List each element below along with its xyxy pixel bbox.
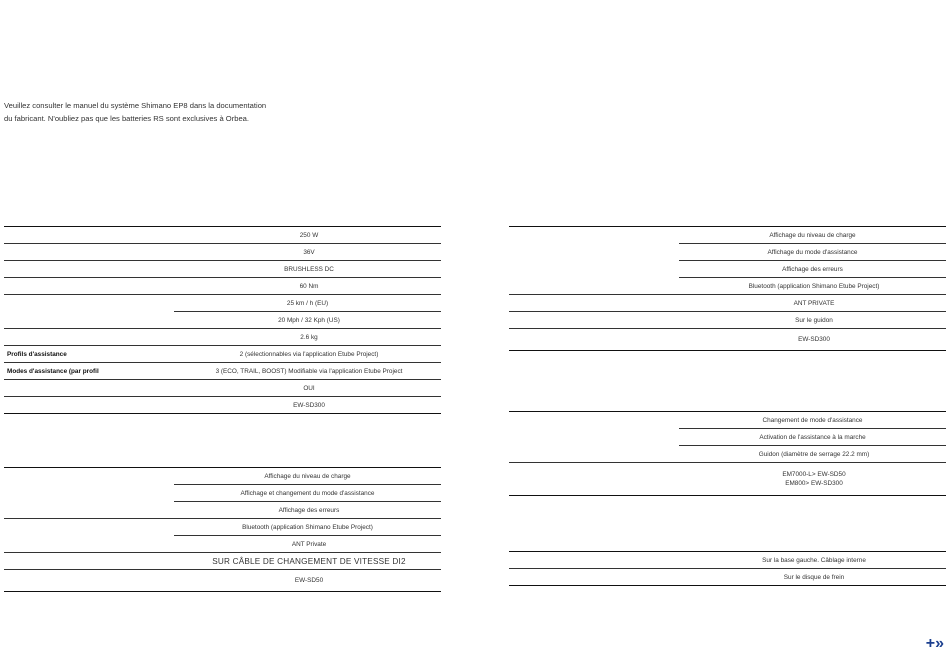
intro-line-1: Veuillez consulter le manuel du système Shimano EP8 dans la documentation xyxy=(4,101,267,110)
table-cell: 36V xyxy=(303,248,315,256)
table-row xyxy=(4,397,441,414)
table-row xyxy=(4,278,441,295)
table-cell: EW-SD300 xyxy=(798,336,830,343)
table-row xyxy=(679,227,946,244)
table-cell: 250 W xyxy=(299,231,319,239)
table-row xyxy=(4,553,441,570)
table-row xyxy=(4,227,441,244)
table-cell: 25 km / h (EU) xyxy=(286,299,329,307)
table-cell: Sur le disque de frein xyxy=(783,573,845,581)
table-cell: Activation de l'assistance à la marche xyxy=(759,433,866,441)
switch-specs-table xyxy=(509,411,946,496)
table-cell: ANT PRIVATE xyxy=(793,299,835,307)
table-cell: Changement de mode d'assistance xyxy=(762,416,863,424)
table-row xyxy=(509,278,946,295)
table-cell: Affichage du mode d'assistance xyxy=(767,248,858,256)
table-cell: BRUSHLESS DC xyxy=(284,265,334,273)
table-row xyxy=(4,502,441,519)
table-row xyxy=(679,412,946,429)
table-row xyxy=(4,363,441,380)
table-row xyxy=(174,519,441,536)
table-cell: SUR CÂBLE DE CHANGEMENT DE VITESSE DI2 xyxy=(212,556,406,566)
table-cell: Affichage du niveau de charge xyxy=(264,472,351,480)
table-cell: Bluetooth (application Shimano Etube Project) xyxy=(242,523,373,531)
table-cell-line-2: EM800> EW-SD300 xyxy=(785,480,843,487)
table-row xyxy=(679,261,946,278)
table-row xyxy=(4,346,441,363)
table-row xyxy=(4,261,441,278)
table-row xyxy=(509,329,946,351)
table-row xyxy=(4,329,441,346)
sensor-specs-table xyxy=(509,551,946,586)
table-row xyxy=(509,552,946,569)
table-cell: Affichage des erreurs xyxy=(278,506,340,514)
table-row xyxy=(4,380,441,397)
table-cell: Affichage et changement du mode d'assistance xyxy=(240,489,375,497)
table-cell: Affichage des erreurs xyxy=(782,265,843,273)
table-row xyxy=(679,244,946,261)
table-cell: Sur le guidon xyxy=(795,316,833,324)
table-cell: 2.6 kg xyxy=(300,333,318,341)
next-page-icon[interactable]: +» xyxy=(925,635,944,652)
display-unit-table xyxy=(509,226,946,351)
table-row xyxy=(509,463,946,496)
table-cell xyxy=(682,470,946,488)
table-row xyxy=(509,446,946,463)
table-cell: 60 Nm xyxy=(299,282,319,290)
table-cell: 20 Mph / 32 Kph (US) xyxy=(278,316,340,324)
table-cell-line-1: EM7000-L> EW-SD50 xyxy=(782,471,846,478)
table-row xyxy=(174,295,441,312)
table-row xyxy=(509,569,946,586)
intro-line-2: du fabricant. N'oubliez pas que les batteries RS sont exclusives à Orbea. xyxy=(4,113,250,123)
table-cell: Sur la base gauche. Câblage interne xyxy=(762,556,866,564)
table-row xyxy=(509,312,946,329)
display-specs-table xyxy=(4,467,441,592)
table-cell: Bluetooth (application Shimano Etube Project) xyxy=(748,282,880,290)
motor-specs-table xyxy=(4,226,441,414)
table-row xyxy=(4,570,441,592)
table-cell: EW-SD50 xyxy=(294,577,324,584)
row-label: Modes d'assistance (par profil xyxy=(7,367,99,375)
table-row xyxy=(679,429,946,446)
table-row xyxy=(4,312,441,329)
table-cell: EW-SD300 xyxy=(293,401,325,409)
table-cell: 3 (ECO, TRAIL, BOOST) Modifiable via l'application Etube Project xyxy=(215,367,403,375)
table-cell: 2 (sélectionnables via l'application Etube Project) xyxy=(239,350,379,358)
table-row xyxy=(4,244,441,261)
table-row xyxy=(174,468,441,485)
table-cell: ANT Private xyxy=(291,540,327,548)
row-label: Profils d'assistance xyxy=(7,350,67,358)
table-row xyxy=(174,485,441,502)
table-cell: OUI xyxy=(303,384,315,392)
table-cell: Guidon (diamètre de serrage 22.2 mm) xyxy=(758,450,870,458)
intro-text xyxy=(4,100,324,125)
table-row xyxy=(509,295,946,312)
table-row xyxy=(4,536,441,553)
table-cell: Affichage du niveau de charge xyxy=(769,231,856,239)
